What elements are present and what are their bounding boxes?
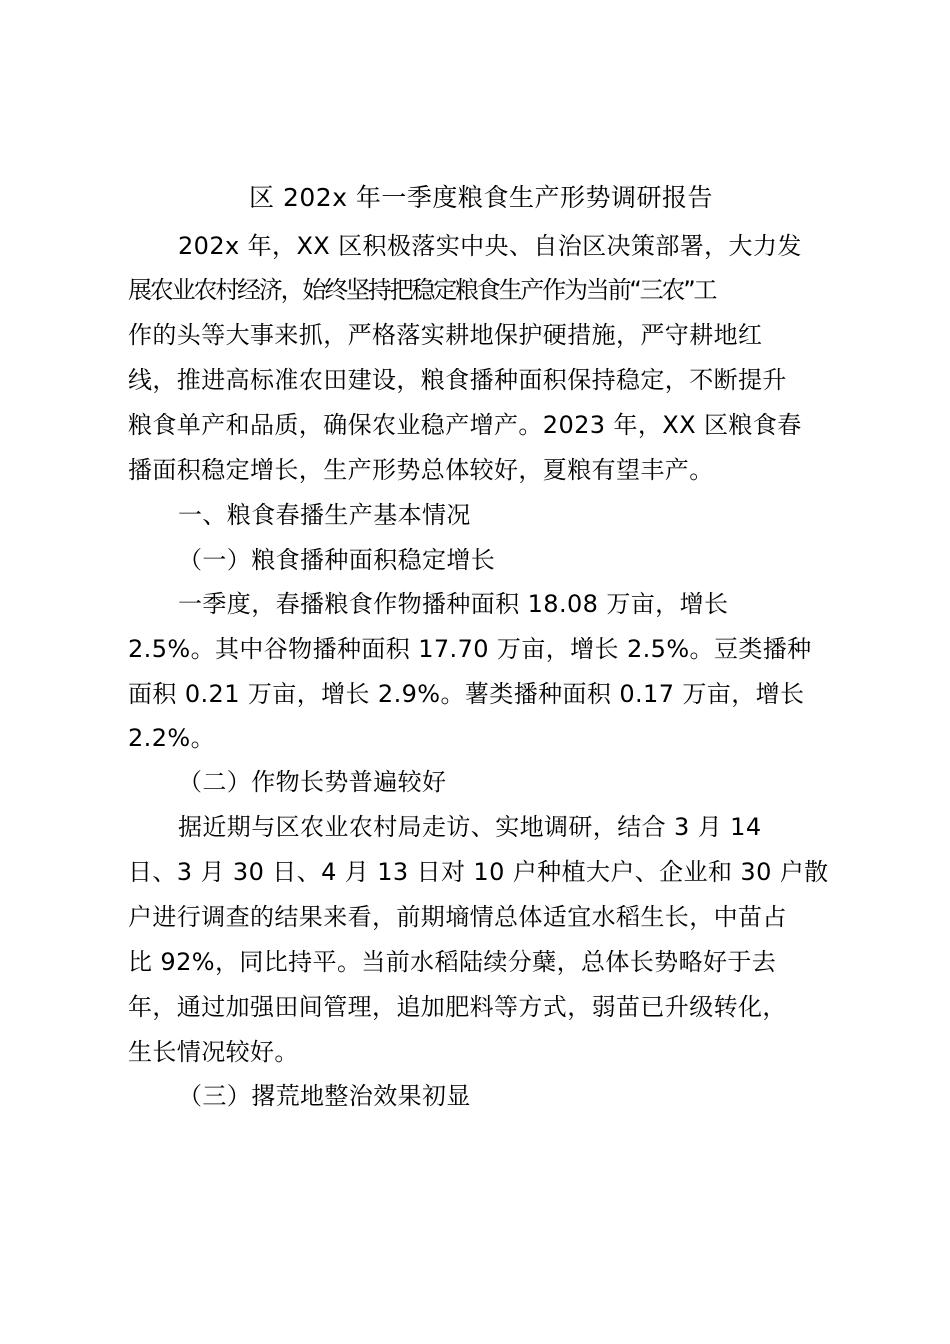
document-title: 区 202x 年一季度粮食生产形势调研报告 — [249, 183, 713, 212]
section-heading: 一、粮食春播生产基本情况 — [178, 501, 471, 529]
paragraph-line: 2.2%。 — [128, 724, 215, 752]
paragraph-line: 线，推进高标准农田建设，粮食播种面积保持稳定，不断提升 — [128, 366, 787, 394]
paragraph-line: 面积 0.21 万亩，增长 2.9%。薯类播种面积 0.17 万亩，增长 — [128, 680, 805, 708]
paragraph-line: 一季度，春播粮食作物播种面积 18.08 万亩，增长 — [178, 590, 729, 618]
paragraph-line: 展农业农村经济，始终坚持把稳定粮食生产作为当前“三农”工 — [128, 276, 716, 304]
paragraph-line: 年，通过加强田间管理，追加肥料等方式，弱苗已升级转化， — [128, 993, 787, 1021]
subsection-heading: （三）撂荒地整治效果初显 — [178, 1082, 471, 1110]
paragraph-line: 粮食单产和品质，确保农业稳产增产。2023 年，XX 区粮食春 — [128, 411, 802, 439]
paragraph-line: 日、3 月 30 日、4 月 13 日对 10 户种植大户、企业和 30 户散 — [128, 858, 829, 886]
paragraph-line: 户进行调查的结果来看，前期墒情总体适宜水稻生长，中苗占 — [128, 903, 787, 931]
paragraph-line: 202x 年，XX 区积极落实中央、自治区决策部署，大力发 — [178, 232, 802, 260]
paragraph-line: 2.5%。其中谷物播种面积 17.70 万亩，增长 2.5%。豆类播种 — [128, 635, 812, 663]
paragraph-line: 生长情况较好。 — [128, 1038, 299, 1066]
paragraph-line: 作的头等大事来抓，严格落实耕地保护硬措施，严守耕地红 — [128, 321, 763, 349]
paragraph-line: 比 92%，同比持平。当前水稻陆续分蘖，总体长势略好于去 — [128, 948, 777, 976]
subsection-heading: （二）作物长势普遍较好 — [178, 768, 447, 796]
subsection-heading: （一）粮食播种面积稳定增长 — [178, 546, 496, 574]
paragraph-line: 播面积稳定增长，生产形势总体较好，夏粮有望丰产。 — [128, 456, 714, 484]
paragraph-line: 据近期与区农业农村局走访、实地调研，结合 3 月 14 — [178, 813, 762, 841]
